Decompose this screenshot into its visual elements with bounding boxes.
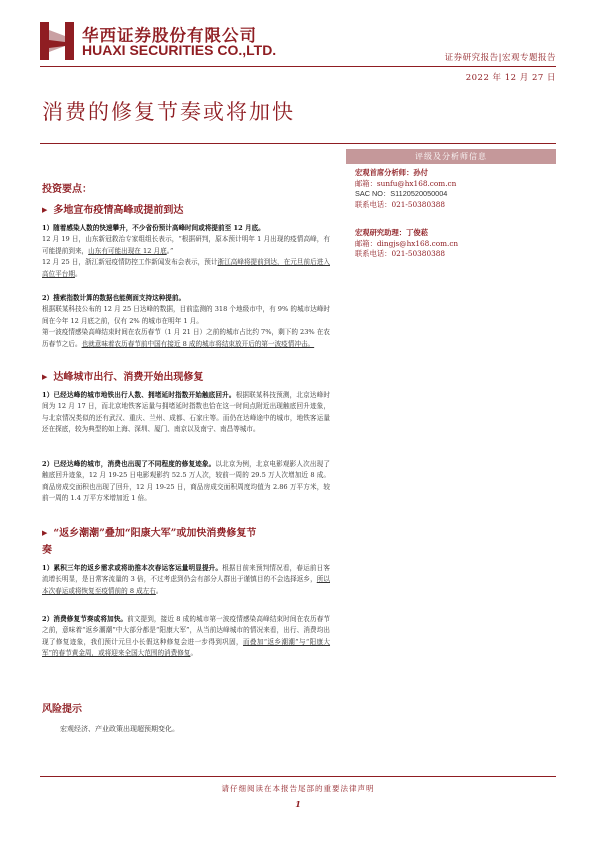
paragraph-2: 2）搜索指数计算的数据也能侧面支持这种提前。 根据联某科技公布的 12 月 25 日达峰的数据，目前监测的 318 个地级市中，有 9% 的城市达峰时间在今年 12 月底之前，仅有 2% 的城市在明年 1 月。 第一波疫情感染高峰结束时间在农历春节（1 月 21 日）之前的城市占比约 7%，剩下的 23% 在农历春节之后。也就意味着农历春节前中国有接近 8 成的城市将结束放开后的第一波疫情冲击。 [42, 294, 330, 348]
analyst-name: 宏观研究助理：丁俊菘 [355, 228, 428, 237]
analyst-block-2 [355, 228, 458, 260]
triangle-right-icon: ▶ [42, 528, 48, 537]
footer-divider [40, 776, 556, 777]
analyst-email[interactable]: 邮箱：dingjs@hx168.com.cn [355, 238, 459, 248]
risk-heading: 风险提示 [42, 704, 82, 715]
report-date: 2022 年 12 月 27 日 [465, 73, 556, 83]
analyst-phone: 联系电话：021-50380388 [355, 249, 446, 258]
section-heading-1: ▶ 多地宣布疫情高峰或提前到达 [42, 205, 184, 216]
triangle-right-icon: ▶ [42, 205, 48, 214]
legal-notice: 请仔细阅读在本报告尾部的重要法律声明 [221, 784, 375, 793]
sidebar-heading: 评级及分析师信息 [346, 149, 556, 164]
huaxi-logo-icon [40, 22, 74, 60]
page-number: 1 [295, 799, 301, 809]
company-name-en: HUAXI SECURITIES CO.,LTD. [82, 42, 277, 58]
paragraph-4: 2）已经达峰的城市，消费也出现了不同程度的修复迹象。以北京为例，北京电影观影人次出现了触底回升迹象，12 月 19-25 日电影观影约 52.5 万人次，较前一周的 29.5 万人次增加近 8 成。商品房成交面积也出现了回升，12 月 19-25 日，商品房成交面积周度均值为 2.86 万平方米，较前一周的 1.4 万平方米增加近 1 倍。 [42, 460, 330, 503]
company-name-cn: 华西证券股份有限公司 [82, 26, 257, 45]
analyst-cert: SAC NO：S1120520050004 [355, 189, 448, 198]
analyst-email[interactable]: 邮箱：sunfu@hx168.com.cn [355, 178, 457, 188]
report-type: 证券研究报告|宏观专题报告 [444, 53, 556, 63]
page-title: 消费的修复节奏或将加快 [42, 100, 295, 124]
paragraph-5: 1）累积三年的返乡需求或将助推本次春运客运量明显提升。根据目前来预判情况看，春运前日客流增长明显，是日常客流量的 3 倍，不过考虑到仍会有部分人群出于谨慎目的不会选择返乡，所以本次春运或将恢复至疫情前的 8 成左右。 [42, 564, 330, 595]
header-divider [40, 66, 556, 67]
triangle-right-icon: ▶ [42, 372, 48, 381]
risk-text: 宏观经济、产业政策出现超预期变化。 [60, 725, 179, 733]
analyst-name: 宏观首席分析师：孙付 [355, 168, 428, 177]
section-heading-2: ▶ 达峰城市出行、消费开始出现修复 [42, 372, 204, 383]
section-heading-3-cont: 奏 [42, 545, 52, 556]
paragraph-6: 2）消费修复节奏或将加快。前文提到，接近 8 成的城市第一波疫情感染高峰结束时间在农历春节之前，意味着“返乡潮潮”中大部分都是“阳康大军”，从当前达峰城市的情况来看，出行、消费均出现了修复迹象，我们预计元旦小长假这种修复会进一步得到巩固，而叠加“返乡潮潮”与“阳康大军”的春节黄金周，或将迎来全国大范围的消费修复。 [42, 615, 331, 658]
paragraph-1: 1）随着感染人数的快速攀升，不少省份预计高峰时间或将提前至 12 月底。 12 月 19 日，山东新冠救治专家组组长表示，“根据研判，原本预计明年 1 月出现的疫情高峰，有可能提前到来，山东有可能出现在 12 月底。” 12 月 25 日，浙江新冠疫情防控工作新闻发布会表示，预计浙江高峰将提前到达，在元旦前后进入高位平台期。 [42, 224, 330, 278]
paragraph-3: 1）已经达峰的城市地铁出行人数、拥堵延时指数开始触底回升。根据联某科技预测，北京达峰时间为 12 月 17 日，而北京地铁客运量与拥堵延时指数也恰在这一时间点附近出现触底回升迹象，与北京情况类似的还有武汉、重庆、兰州、成都、石家庄等。而仍在达峰途中的城市，地铁客运量还在探底，较为典型的如上海、深圳、厦门、南京以及南宁、南昌等城市。 [42, 391, 331, 434]
main-heading: 投资要点： [42, 184, 92, 195]
analyst-phone: 联系电话：021-50380388 [355, 199, 446, 209]
analyst-block-1 [355, 168, 456, 210]
title-divider [40, 143, 556, 144]
section-heading-3: ▶ “返乡潮潮”叠加“阳康大军”或加快消费修复节 [42, 528, 257, 539]
